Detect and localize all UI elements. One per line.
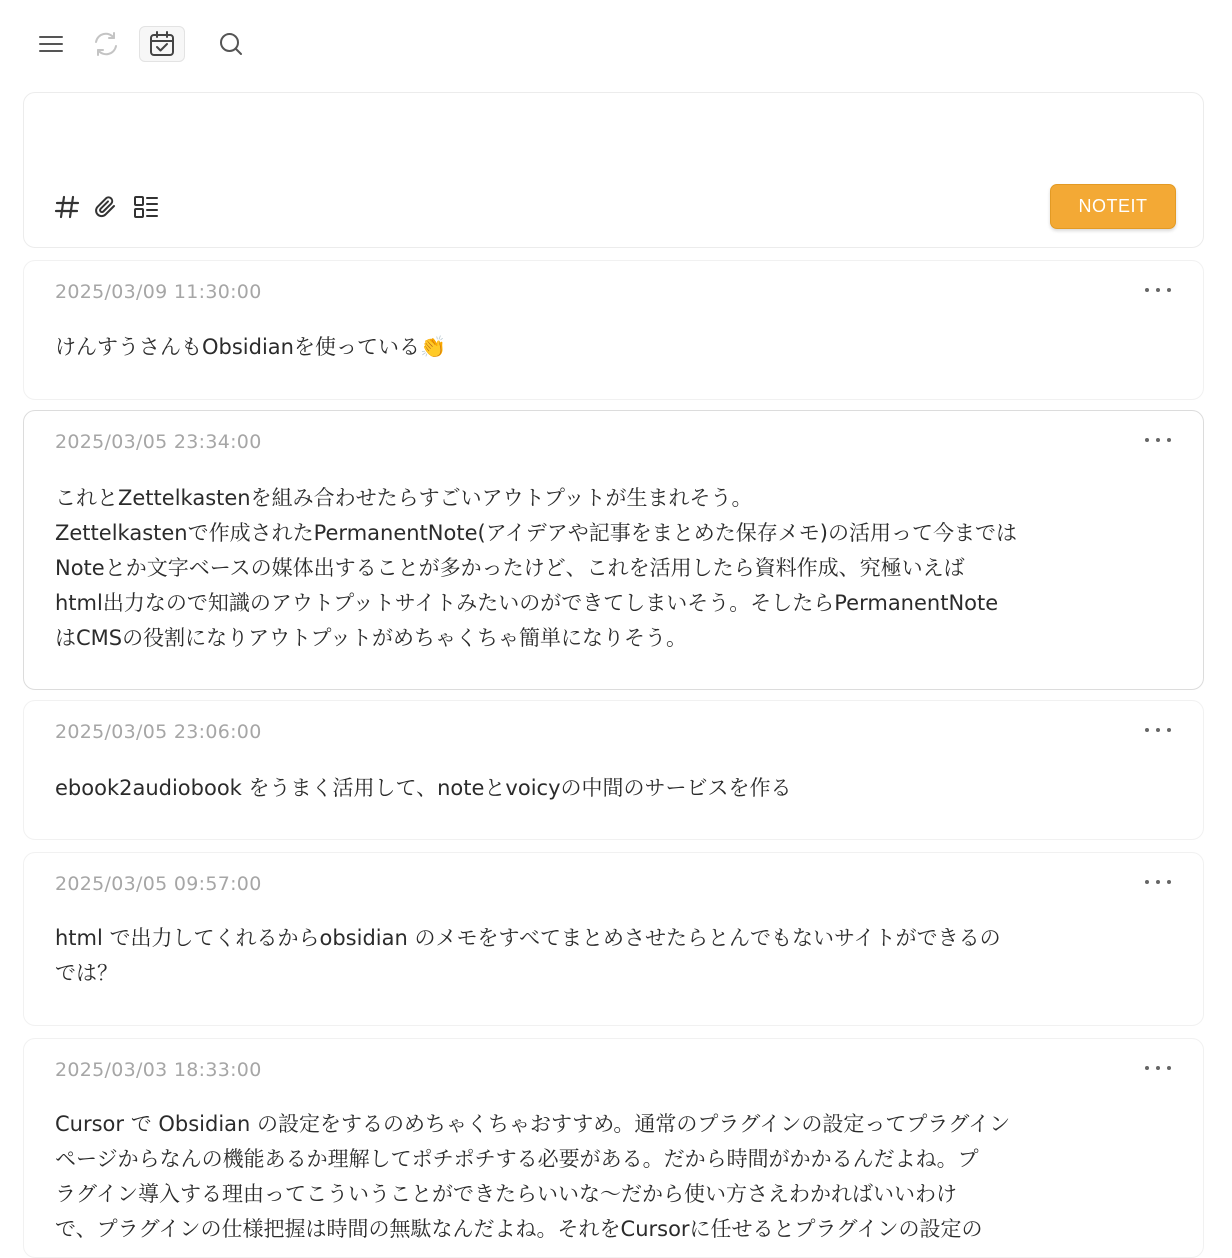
note-text: けんすうさんもObsidianを使っている👏 [55,335,447,359]
menu-icon [38,34,64,54]
noteit-button[interactable]: NOTEIT [1050,184,1176,229]
note-text: これとZettelkastenを組み合わせたらすごいアウトプットが生まれそう。 Zettelkastenで作成されたPermanentNote(アイデアや記事をまとめた保存メモ)の活用って今までは Noteとか文字ベースの媒体出することが多かったけど、これを活用したら資料作成、究極いえば html出力なので知識のアウトプットサイトみたいのができてしまいそう。そしたらPermanentNote はCMSの役割になりアウトプットがめちゃくちゃ簡単になりそう。 [55,486,1017,650]
hashtag-icon [54,194,80,220]
note-timestamp: 2025/03/09 11:30:00 [55,281,262,303]
more-options-icon[interactable] [1145,433,1171,447]
paperclip-icon [92,193,120,221]
note-timestamp: 2025/03/05 23:34:00 [55,431,262,453]
note-input[interactable] [54,111,1058,153]
note-text: html で出力してくれるからobsidian のメモをすべてまとめさせたらとんでもないサイトができるの では？ [55,926,1001,985]
note-timestamp: 2025/03/05 23:06:00 [55,721,262,743]
more-options-icon[interactable] [1145,1061,1171,1075]
menu-button[interactable] [28,26,74,62]
refresh-icon [92,31,120,57]
list-icon [133,194,159,220]
note-card[interactable] [23,410,1204,690]
calendar-check-icon [148,30,176,58]
note-timestamp: 2025/03/03 18:33:00 [55,1059,262,1081]
note-card[interactable] [23,852,1204,1026]
note-timestamp: 2025/03/05 09:57:00 [55,873,262,895]
note-text: ebook2audiobook をうまく活用して、noteとvoicyの中間のサービスを作る [55,776,792,800]
more-options-icon[interactable] [1145,875,1171,889]
note-card[interactable] [23,1038,1204,1258]
search-icon [218,31,244,57]
calendar-button[interactable] [139,26,185,62]
more-options-icon[interactable] [1145,723,1171,737]
more-options-icon[interactable] [1145,283,1171,297]
tag-button[interactable] [51,191,83,223]
note-card[interactable] [23,700,1204,840]
top-toolbar [0,0,1232,92]
note-text: Cursor で Obsidian の設定をするのめちゃくちゃおすすめ。通常のプラグインの設定ってプラグイン ページからなんの機能あるか理解してポチポチする必要がある。だから時間がかかるんだよね。プ ラグイン導入する理由ってこういうことができたらいいな〜だから使い方さえわかればいいわけ で、プラグインの仕様把握は時間の無駄なんだよね。それをCursorに任せるとプラグインの設定の [55,1112,1011,1241]
note-editor [23,92,1204,248]
checklist-button[interactable] [130,191,162,223]
search-button[interactable] [208,26,254,62]
note-card[interactable] [23,260,1204,400]
attach-button[interactable] [90,191,122,223]
refresh-button[interactable] [83,26,129,62]
